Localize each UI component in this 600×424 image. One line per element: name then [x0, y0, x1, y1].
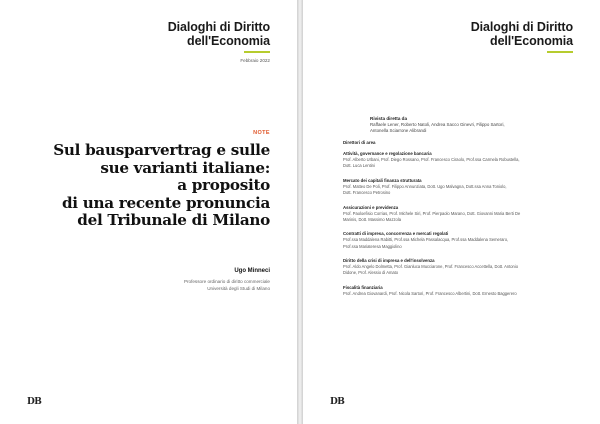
right-page	[303, 0, 600, 424]
accent-divider	[244, 51, 270, 53]
area-members-line: Didone, Prof. Alessio di Amato	[343, 270, 399, 276]
area-members-line: Dott. Luca Lentini	[343, 163, 375, 169]
publisher-logo: DB	[27, 397, 42, 407]
area-section	[343, 285, 575, 297]
area-title: Attività, governance e regolazione bancaria	[343, 151, 432, 156]
affiliation-line: Professore ordinario di diritto commerciale	[183, 279, 270, 284]
issue-date: Febbraio 2022	[240, 58, 270, 63]
journal-title-line1: Dialoghi di Diritto	[167, 20, 270, 34]
journal-title	[168, 20, 270, 48]
left-page	[0, 0, 297, 424]
area-members-line: Prof. Alberto Urbani, Prof. Diego Rossano, Prof. Francesco Ciraolo, Prof.ssa Carmela Robustella,	[343, 157, 520, 162]
area-sections	[343, 151, 575, 305]
affiliation-line: Università degli Studi di Milano	[207, 285, 270, 291]
title-line: di una recente pronuncia	[61, 193, 270, 212]
title-line: sue varianti italiane:	[100, 158, 270, 177]
area-members-line: Prof. Aldo Angelo Dolmetta, Prof. Gianluca Mucciarone, Prof. Francesco Accettella, Dott. Antonio	[343, 264, 518, 270]
area-section	[343, 151, 575, 170]
area-title: Fiscalità finanziaria	[343, 284, 383, 290]
directors-line: Antonella Sciarrone Alibrandi	[370, 128, 427, 134]
title-line: Sul bausparvertrag e sulle	[53, 141, 270, 159]
area-section	[343, 205, 575, 224]
accent-divider	[547, 51, 573, 53]
area-members-line: Prof. Paoloefisio Corrias, Prof. Michele Siri, Prof. Pierpaolo Marano, Dott. Giovanni Maria Berti De	[343, 210, 521, 216]
journal-title	[471, 20, 573, 48]
area-title: Mercato dei capitali finanza strutturata	[343, 177, 422, 183]
author-affiliation	[184, 279, 270, 292]
area-members-line: Dott. Francesco Petrosino	[343, 190, 391, 196]
area-members-line: Prof.ssa Maddalena Rabitti, Prof.ssa Michela Passalacqua, Prof.ssa Maddalena Semeraro,	[343, 237, 509, 243]
author-name: Ugo Minneci	[234, 268, 270, 274]
area-title: Diritto della crisi di impresa e dell'insolvenza	[343, 258, 435, 264]
directors-line: Raffaele Lener, Roberto Natoli, Andrea Sacco Ginevri, Filippo Sartori,	[370, 122, 505, 127]
journal-title-line2: dell'Economia	[490, 34, 573, 48]
journal-title-line2: dell'Economia	[187, 34, 270, 48]
area-title: Assicurazioni e previdenza	[343, 204, 399, 210]
area-section	[343, 231, 575, 250]
title-line: del Tribunale di Milano	[77, 211, 270, 229]
area-members-line: Prof. Andrea Giovanardi, Prof. Nicola Sartori, Prof. Francesco Albertini, Dott. Ernesto Baggerero	[343, 290, 517, 296]
journal-title-line1: Dialoghi di Diritto	[470, 20, 573, 34]
area-members-line: Prof.ssa Mariateresa Maggiolino	[343, 243, 402, 249]
title-line: a proposito	[177, 176, 270, 194]
section-label: NOTE	[253, 130, 270, 136]
area-section	[343, 178, 575, 197]
publisher-logo: DB	[330, 397, 345, 407]
area-section	[343, 258, 575, 277]
area-directors-label: Direttori di area	[343, 140, 376, 145]
directors-list	[370, 122, 570, 134]
directed-by-label: Rivista diretta da	[370, 116, 408, 121]
area-members-line: Marinis, Dott. Massimo Mazzola	[343, 216, 402, 222]
article-title	[30, 142, 270, 230]
area-title: Contratti di impresa, concorrenza e mercati regolati	[343, 231, 449, 237]
area-members-line: Prof. Matteo De Poli, Prof. Filippo Annunziata, Dott. Ugo Malvagna, Dott.ssa Anna Toniolo,	[343, 183, 507, 189]
